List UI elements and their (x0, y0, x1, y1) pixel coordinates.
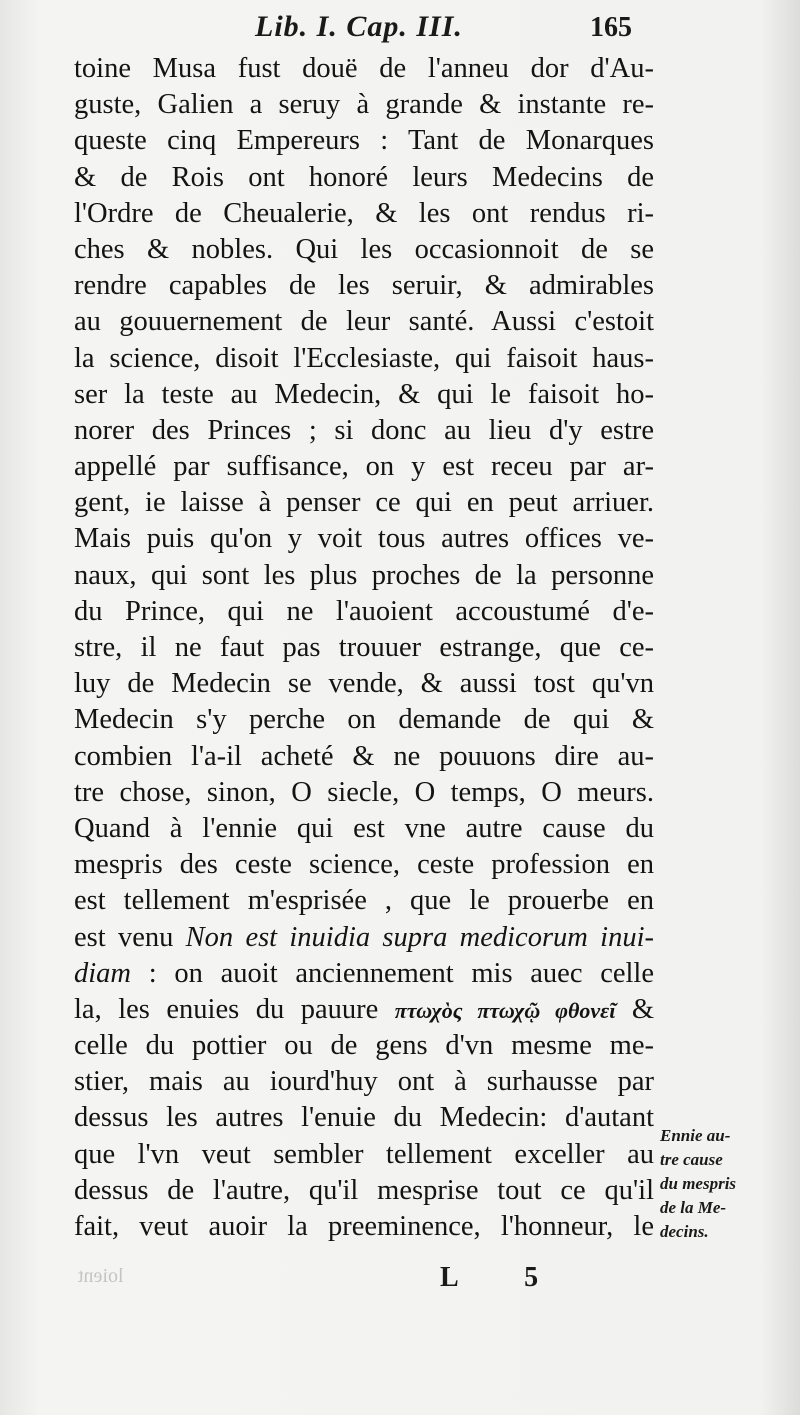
text-line: stier, mais au iourd'huy ont à surhausse par (74, 1066, 654, 1098)
text-line: Quand à l'ennie qui est vne autre cause du (74, 812, 654, 844)
text-span: : on auoit anciennement mis auec celle (131, 957, 654, 989)
marginal-note-line: decins. (660, 1222, 709, 1241)
text-line: l'Ordre de Cheualerie, & les ont rendus ri- (74, 197, 654, 229)
text-line: tre chose, sinon, O siecle, O temps, O meurs. (74, 776, 654, 808)
text-line: mespris des ceste science, ceste profession en (74, 849, 654, 881)
text-line: combien l'a-il acheté & ne pouuons dire au- (74, 740, 654, 772)
text-span: la, les enuies du pauure (74, 993, 395, 1025)
text-line: toine Musa fust douë de l'anneu dor d'Au- (74, 53, 654, 84)
main-text (74, 51, 654, 1245)
text-line: la science, disoit l'Ecclesiaste, qui faisoit haus- (74, 342, 654, 374)
text-line: au gouuernement de leur santé. Aussi c'estoit (74, 306, 654, 338)
text-line: du Prince, qui ne l'auoient accoustumé d'e- (74, 595, 654, 627)
text-span: est venu (74, 921, 186, 953)
marginal-note-line: du mespris (660, 1174, 737, 1193)
text-line: est tellement m'esprisée , que le prouerbe en (74, 885, 654, 917)
text-line: gent, ie laisse à penser ce qui en peut arriuer. (74, 487, 654, 519)
show-through-text: loient (78, 1265, 124, 1287)
text-line: dessus les autres l'enuie du Medecin: d'autant (74, 1102, 654, 1134)
page-header (0, 10, 800, 50)
greek-quote: πτωχὸς πτωχῷ φθονεῖ (394, 997, 616, 1023)
text-line-greek-quote (74, 992, 654, 1028)
text-line: appellé par suffisance, on y est receu par ar- (74, 451, 654, 483)
text-span: & (615, 993, 654, 1025)
text-line: stre, il ne faut pas trouuer estrange, que ce- (74, 632, 654, 663)
text-line-latin-quote (74, 920, 654, 956)
text-line: luy de Medecin se vende, & aussi tost qu'vn (74, 668, 654, 700)
text-line: celle du pottier ou de gens d'vn mesme me- (74, 1030, 654, 1062)
text-line: norer des Princes ; si donc au lieu d'y estre (74, 414, 654, 446)
text-line: que l'vn veut sembler tellement exceller au (74, 1138, 654, 1170)
text-line: ser la teste au Medecin, & qui le faisoit ho- (74, 378, 654, 410)
page-number: 165 (590, 12, 632, 43)
latin-proverb: Non est inuidia supra medicorum inui- (185, 921, 654, 953)
marginal-note (660, 1124, 768, 1244)
text-line: fait, veut auoir la preeminence, l'honneur, le (74, 1211, 654, 1242)
text-line: dessus de l'autre, qu'il mesprise tout ce qu'il (74, 1174, 654, 1206)
running-head: Lib. I. Cap. III. (255, 10, 463, 43)
signature-mark: L 5 (440, 1262, 569, 1293)
text-line: & de Rois ont honoré leurs Medecins de (74, 161, 654, 193)
text-line: guste, Galien a seruy à grande & instante re- (74, 89, 654, 121)
text-line: rendre capables de les seruir, & admirables (74, 270, 654, 302)
text-line-latin-quote-end (74, 956, 654, 992)
marginal-note-line: Ennie au- (660, 1126, 731, 1145)
latin-proverb-end: diam (74, 957, 131, 989)
text-line: naux, qui sont les plus proches de la personne (74, 559, 654, 591)
marginal-note-line: de la Me- (660, 1198, 727, 1217)
text-line: Medecin s'y perche on demande de qui & (74, 704, 654, 736)
text-line: queste cinq Empereurs : Tant de Monarques (74, 125, 654, 157)
marginal-note-line: tre cause (660, 1150, 723, 1169)
text-line: Mais puis qu'on y voit tous autres offices ve- (74, 523, 654, 555)
text-line: ches & nobles. Qui les occasionnoit de se (74, 233, 654, 265)
